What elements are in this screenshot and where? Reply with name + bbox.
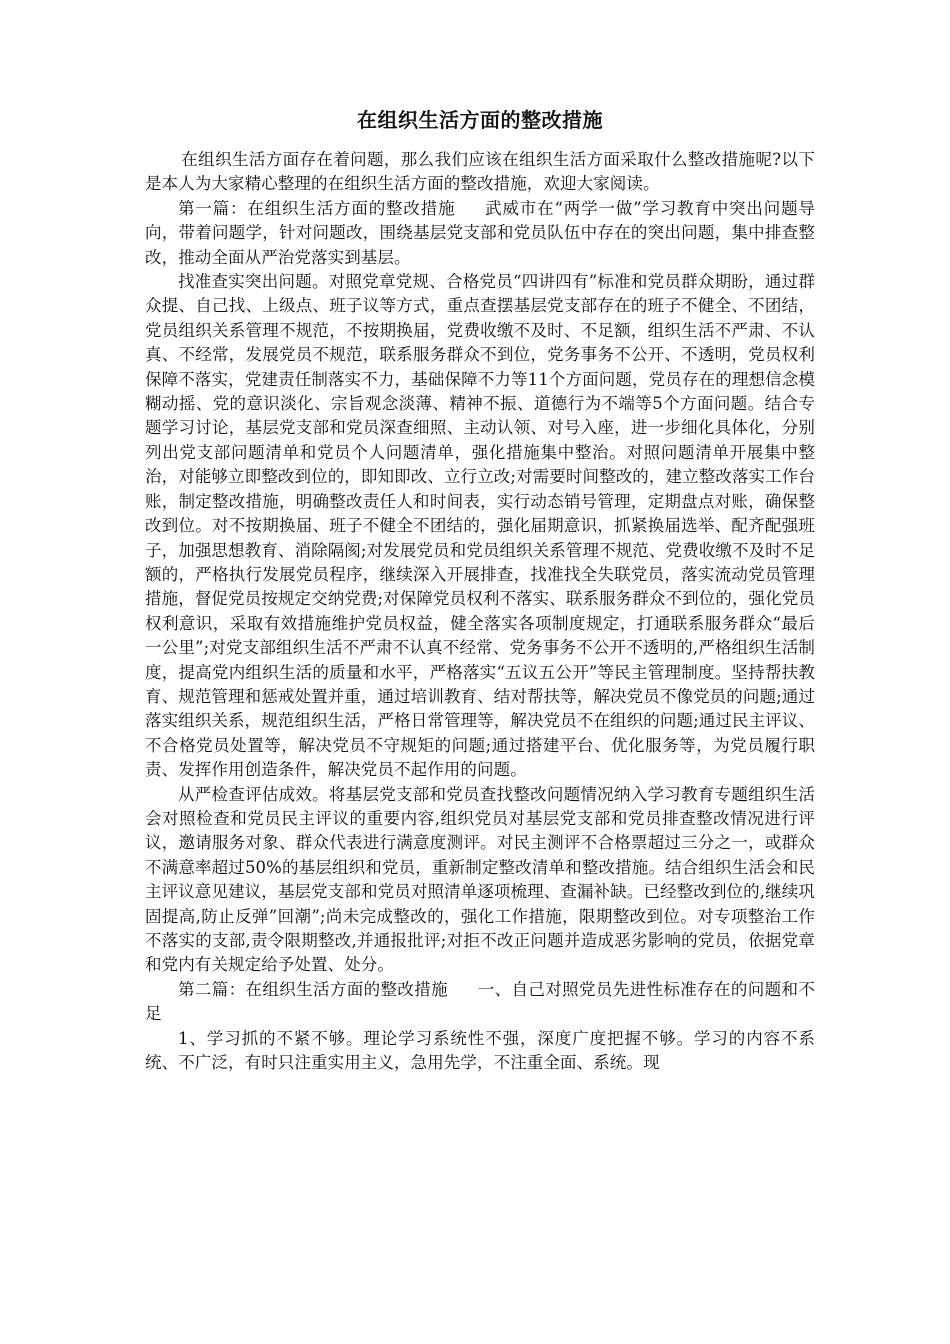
check-results-paragraph: 从严检查评估成效。将基层党支部和党员查找整改问题情况纳入学习教育专题组织生活会对照检查和党员民主评议的重要内容,组织党员对基层党支部和党员排查整改情况进行评议，邀请服务对象、群众代表进行满意度测评。对民主测评不合格票超过三分之一，或群众不满意率超过50%的基层组织和党员，重新制定整改清单和整改措施。结合组织生活会和民主评议意见建议，基层党支部和党员对照清单逐项梳理、查漏补缺。已经整改到位的,继续巩固提高,防止反弹”回潮”;尚未完成整改的，强化工作措施，限期整改到位。对专项整治工作不落实的支部,责令限期整改,并通报批评;对拒不改正问题并造成恶劣影响的党员，依据党章和党内有关规定给予处置、处分。 xyxy=(145,784,815,975)
document-title: 在组织生活方面的整改措施 xyxy=(357,108,603,132)
document-body xyxy=(145,102,815,1075)
section2-paragraph xyxy=(145,978,815,1027)
section1-heading: 第一篇：在组织生活方面的整改措施 xyxy=(178,198,456,218)
section1-lead: 武威市在“两学一做”学习教育中突出问题导向，带着问题学，针对问题改，围绕基层党支部和党员队伍中存在的突出问题，集中排查整改，推动全面从严治党落实到基层。 xyxy=(145,198,816,267)
section2-lead: 一、自己对照党员先进性标准存在的问题和不足 xyxy=(145,979,816,1024)
find-problems-paragraph: 找准查实突出问题。对照党章党规、合格党员“四讲四有”标准和党员群众期盼，通过群众提、自己找、上级点、班子议等方式，重点查摆基层党支部存在的班子不健全、不团结，党员组织关系管理不规范，不按期换届，党费收缴不及时、不足额，组织生活不严肃、不认真、不经常，发展党员不规范，联系服务群众不到位，党务事务不公开、不透明，党员权利保障不落实，党建责任制落实不力，基础保障不力等11个方面问题，党员存在的理想信念模糊动摇、党的意识淡化、宗旨观念淡薄、精神不振、道德行为不端等5个方面问题。结合专题学习讨论，基层党支部和党员深查细照、主动认领、对号入座，进一步细化具体化，分别列出党支部问题清单和党员个人问题清单，强化措施集中整治。对照问题清单开展集中整治，对能够立即整改到位的，即知即改、立行立改;对需要时间整改的，建立整改落实工作台账，制定整改措施，明确整改责任人和时间表，实行动态销号管理，定期盘点对账，确保整改到位。对不按期换届、班子不健全不团结的，强化届期意识，抓紧换届选举、配齐配强班子，加强思想教育、消除隔阂;对发展党员和党员组织关系管理不规范、党费收缴不及时不足额的，严格执行发展党员程序，继续深入开展排查，找准找全失联党员，落实流动党员管理措施，督促党员按规定交纳党费;对保障党员权利不落实、联系服务群众不到位的，强化党员权利意识，采取有效措施维护党员权益，健全落实各项制度规定，打通联系服务群众“最后一公里”;对党支部组织生活不严肃不认真不经常、党务事务不公开不透明的,严格组织生活制度，提高党内组织生活的质量和水平，严格落实“五议五公开”等民主管理制度。坚持帮扶教育、规范管理和惩戒处置并重，通过培训教育、结对帮扶等，解决党员不像党员的问题;通过落实组织关系，规范组织生活，严格日常管理等，解决党员不在组织的问题;通过民主评议、不合格党员处置等，解决党员不守规矩的问题;通过搭建平台、优化服务等，为党员履行职责、发挥作用创造条件，解决党员不起作用的问题。 xyxy=(145,272,815,780)
study-paragraph: 1、学习抓的不紧不够。理论学习系统性不强，深度广度把握不够。学习的内容不系统、不广泛，有时只注重实用主义，急用先学，不注重全面、系统。现 xyxy=(145,1028,815,1073)
section2-heading: 第二篇：在组织生活方面的整改措施 xyxy=(178,979,449,999)
section1-paragraph xyxy=(145,197,815,270)
intro-paragraph: 在组织生活方面存在着问题，那么我们应该在组织生活方面采取什么整改措施呢?以下是本人为大家精心整理的在组织生活方面的整改措施，欢迎大家阅读。 xyxy=(145,150,815,194)
